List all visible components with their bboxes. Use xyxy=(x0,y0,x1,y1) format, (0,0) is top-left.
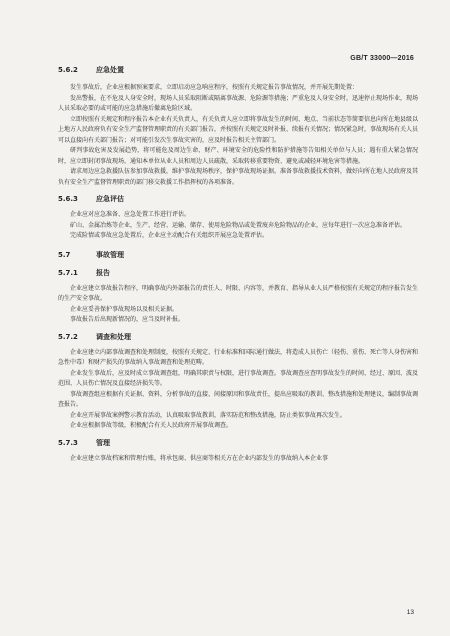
paragraph: 企业应对应急准备、应急处置工作进行评估。 xyxy=(70,211,191,218)
paragraph: 发出警报，在不危及人身安全时，现场人员采取阻断或隔离事故源、危险源等措施；严重危及人身安全时，迅速停止现场作业，现场人员采取必要的或可能的应急措施后撤离危险区域。 xyxy=(58,94,419,112)
heading-number: 5.7 xyxy=(58,250,71,259)
heading-5-7-3 xyxy=(58,438,418,448)
paragraph: 事故调查组应根据有关证据、资料，分析事故的直接、间接原因和事故责任，提出应吸取的教训、整改措施和处理建议，编制事故调查报告。 xyxy=(58,390,419,408)
heading-number: 5.7.1 xyxy=(58,268,78,277)
heading-title: 应急评估 xyxy=(96,195,124,203)
heading-title: 管理 xyxy=(96,438,110,447)
heading-number: 5.6.2 xyxy=(58,66,78,74)
paragraph: 企业应根据事故等级，积极配合有关人民政府开展事故调查。 xyxy=(70,422,233,429)
paragraph: 企业发生事故后，应及时成立事故调查组，明确其职责与权限，进行事故调查。事故调查应查明事故发生的时间、经过、原因、波及范围、人员伤亡情况及直接经济损失等。 xyxy=(58,369,419,387)
paragraph: 企业应建立事故报告程序，明确事故内外部报告的责任人、时限、内容等，并教育、指导从业人员严格按照有关规定的程序报告发生的生产安全事故。 xyxy=(58,284,419,302)
heading-5-7 xyxy=(58,250,418,260)
heading-title: 事故管理 xyxy=(96,250,124,259)
heading-5-7-1 xyxy=(58,268,418,278)
heading-title: 应急处置 xyxy=(96,66,124,74)
paragraph: 研判事故危害及发展趋势，将可能危及周边生命、财产、环境安全的危险性和防护措施等告知相关单位与人员；遇有重大紧急情况时，应立即封闭事故现场，通知本单位从业人员和周边人员疏散，采取转移重要物资、避免或减轻环境危害等措施。 xyxy=(58,147,418,165)
heading-5-7-2 xyxy=(58,332,418,342)
paragraph: 请求周边应急救援队伍参加事故救援，维护事故现场秩序，保护事故现场证据。准备事故救援技术资料，做好向所在地人民政府及其负有安全生产监督管理职责的部门移交救援工作指挥权的各项准备。 xyxy=(58,168,419,186)
heading-5-6-3 xyxy=(58,194,418,204)
page-number: 13 xyxy=(406,609,414,616)
paragraph: 完成险情或事故应急处置后，企业应主动配合有关组织开展应急处置评估。 xyxy=(70,232,269,239)
paragraph: 事故报告后出现新情况的，应当及时补报。 xyxy=(70,316,185,323)
heading-5-6-2 xyxy=(58,65,418,75)
standard-number: GB/T 33000—2016 xyxy=(350,55,414,62)
paragraph: 矿山、金属冶炼等企业，生产、经营、运输、储存、使用危险物品或处置废弃危险物品的企业，应每年进行一次应急准备评估。 xyxy=(70,221,407,229)
paragraph: 企业应妥善保护事故现场以及相关证据。 xyxy=(70,305,179,313)
paragraph: 企业应开展事故案例警示教育活动，认真吸取事故教训，落实防范和整改措施，防止类似事故再次发生。 xyxy=(70,411,347,419)
heading-title: 调查和处理 xyxy=(96,332,131,341)
heading-number: 5.7.3 xyxy=(58,438,78,447)
heading-number: 5.7.2 xyxy=(58,332,78,341)
paragraph: 企业应建立事故档案和管理台账，将承包商、供应商等相关方在企业内部发生的事故纳入本企业事 xyxy=(70,454,329,462)
paragraph: 发生事故后，企业应根据预案要求，立即启动应急响应程序，按照有关规定报告事故情况，并开展先期处置： xyxy=(70,84,359,91)
heading-number: 5.6.3 xyxy=(58,195,78,203)
heading-title: 报告 xyxy=(96,268,110,277)
paragraph: 企业应建立内部事故调查和处理制度，按照有关规定、行业标准和国际通行做法，将造成人员伤亡（轻伤、重伤、死亡等人身伤害和急性中毒）和财产损失的事故纳入事故调查和处理范畴。 xyxy=(58,348,419,366)
paragraph: 立即按照有关规定和程序报告本企业有关负责人，有关负责人应立即将事故发生的时间、地点、当前状态等简要信息向所在地县级以上地方人民政府负有安全生产监督管理职责的有关部门报告，并按照有关规定及时补报、续报有关情况；情况紧急时，事故现场有关人员可以直接向有关部门报告；对可能引发次生事故灾害的，应及时报告相关主管部门。 xyxy=(58,115,419,144)
